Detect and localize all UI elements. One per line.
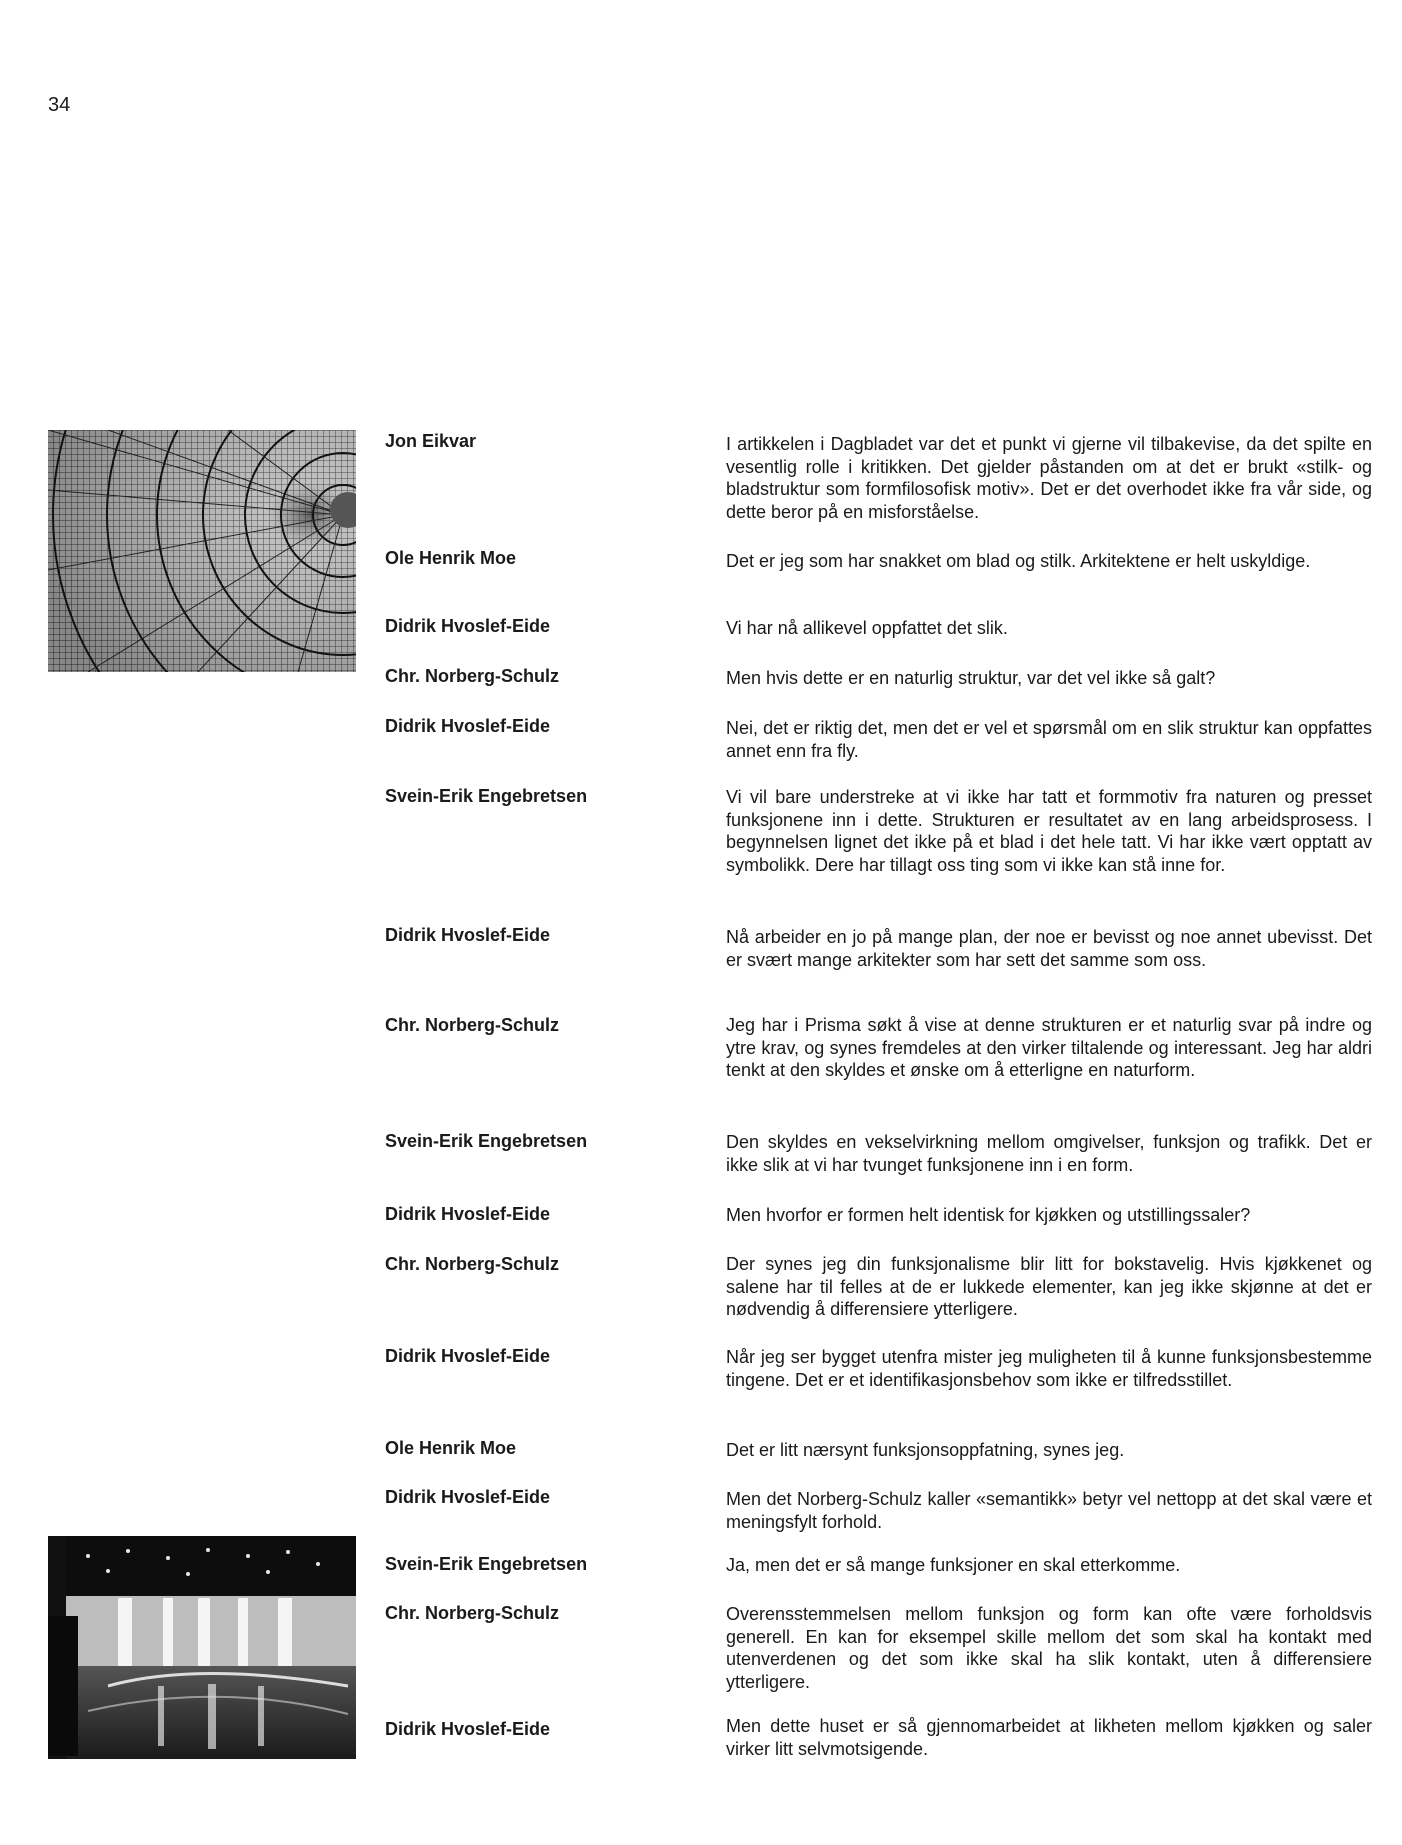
statement-text: I artikkelen i Dagbladet var det et punkt vi gjerne vil tilbakevise, da det spilte en vesentlig rolle i kritikken. Det gjelder påstanden om at det er brukt «stilk- og bladstruktur som formfilosofisk motiv». Det er det overhodet ikke fra vår side, og dette beror på en misforståelse. — [726, 434, 1372, 522]
speaker-name: Didrik Hvoslef-Eide — [385, 1204, 551, 1224]
exhibition-hall-image — [48, 1536, 356, 1759]
interior-photo — [48, 1536, 356, 1759]
speaker-name: Didrik Hvoslef-Eide — [385, 716, 551, 736]
statement-text: Men dette huset er så gjennomarbeidet at likheten mellom kjøkken og saler virker litt selvmotsigende. — [726, 1716, 1372, 1759]
speaker-name: Chr. Norberg-Schulz — [385, 1254, 560, 1274]
statement-text: Overensstemmelsen mellom funksjon og form kan ofte være forholdsvis generell. En kan for eksempel skille mellom det som skal ha kontakt med utenverdenen og det som ikke skal ha slik kontakt, uten å differensiere ytterligere. — [726, 1604, 1372, 1692]
speaker-name: Chr. Norberg-Schulz — [385, 666, 560, 686]
statement-text: Men det Norberg-Schulz kaller «semantikk» betyr vel nettopp at det skal være et meningsfylt forhold. — [726, 1489, 1372, 1532]
speaker-name: Chr. Norberg-Schulz — [385, 1603, 560, 1623]
cell-structure-image — [48, 430, 356, 672]
speaker-name: Didrik Hvoslef-Eide — [385, 1346, 551, 1366]
statement-text: Men hvorfor er formen helt identisk for kjøkken og utstillingssaler? — [726, 1205, 1251, 1225]
statement-text: Ja, men det er så mange funksjoner en skal etterkomme. — [726, 1555, 1181, 1575]
speaker-name: Svein-Erik Engebretsen — [385, 786, 588, 806]
speaker-name: Didrik Hvoslef-Eide — [385, 1487, 551, 1507]
statement-text: Den skyldes en vekselvirkning mellom omgivelser, funksjon og trafikk. Det er ikke slik at vi har tvunget funksjonene inn i en form. — [726, 1132, 1372, 1175]
speaker-name: Chr. Norberg-Schulz — [385, 1015, 560, 1035]
speaker-name: Didrik Hvoslef-Eide — [385, 1719, 551, 1739]
statement-text: Vi har nå allikevel oppfattet det slik. — [726, 618, 1008, 638]
statement-text: Det er litt nærsynt funksjonsoppfatning, synes jeg. — [726, 1440, 1125, 1460]
statement-text: Det er jeg som har snakket om blad og stilk. Arkitektene er helt uskyldige. — [726, 551, 1311, 571]
speaker-name: Svein-Erik Engebretsen — [385, 1131, 588, 1151]
speaker-name: Ole Henrik Moe — [385, 1438, 517, 1458]
statement-text: Nå arbeider en jo på mange plan, der noe er bevisst og noe annet ubevisst. Det er svært mange arkitekter som har sett det samme som oss. — [726, 927, 1372, 970]
structure-photo — [48, 430, 356, 672]
speaker-name: Didrik Hvoslef-Eide — [385, 616, 551, 636]
statement-text: Nei, det er riktig det, men det er vel et spørsmål om en slik struktur kan oppfattes annet enn fra fly. — [726, 718, 1372, 761]
statement-text: Når jeg ser bygget utenfra mister jeg muligheten til å kunne funksjonsbestemme tingene. Det er et identifikasjonsbehov som ikke er tilfredsstillet. — [726, 1347, 1372, 1390]
speaker-name: Jon Eikvar — [385, 431, 477, 451]
speaker-name: Didrik Hvoslef-Eide — [385, 925, 551, 945]
statement-text: Der synes jeg din funksjonalisme blir litt for bokstavelig. Hvis kjøkkenet og salene har til felles at de er lukkede elementer, kan jeg ikke skjønne at det er nødvendig å differensiere ytterligere. — [726, 1254, 1372, 1319]
statement-text: Jeg har i Prisma søkt å vise at denne strukturen er et naturlig svar på indre og ytre krav, og synes fremdeles at den virker tiltalende og interessant. Jeg har aldri tenkt at den skyldes et ønske om å etterligne en naturform. — [726, 1015, 1372, 1080]
page-number: 34 — [48, 94, 71, 116]
speaker-name: Svein-Erik Engebretsen — [385, 1554, 588, 1574]
statement-text: Vi vil bare understreke at vi ikke har tatt et formmotiv fra naturen og presset funksjonene inn i dette. Strukturen er resultatet av en lang arbeidsprosess. I begynnelsen lignet det ikke på et blad i det hele tatt. Vi har ikke vært opptatt av symbolikk. Dere har tillagt oss ting som vi ikke kan stå inne for. — [726, 787, 1372, 875]
speaker-name: Ole Henrik Moe — [385, 548, 517, 568]
statement-text: Men hvis dette er en naturlig struktur, var det vel ikke så galt? — [726, 668, 1216, 688]
